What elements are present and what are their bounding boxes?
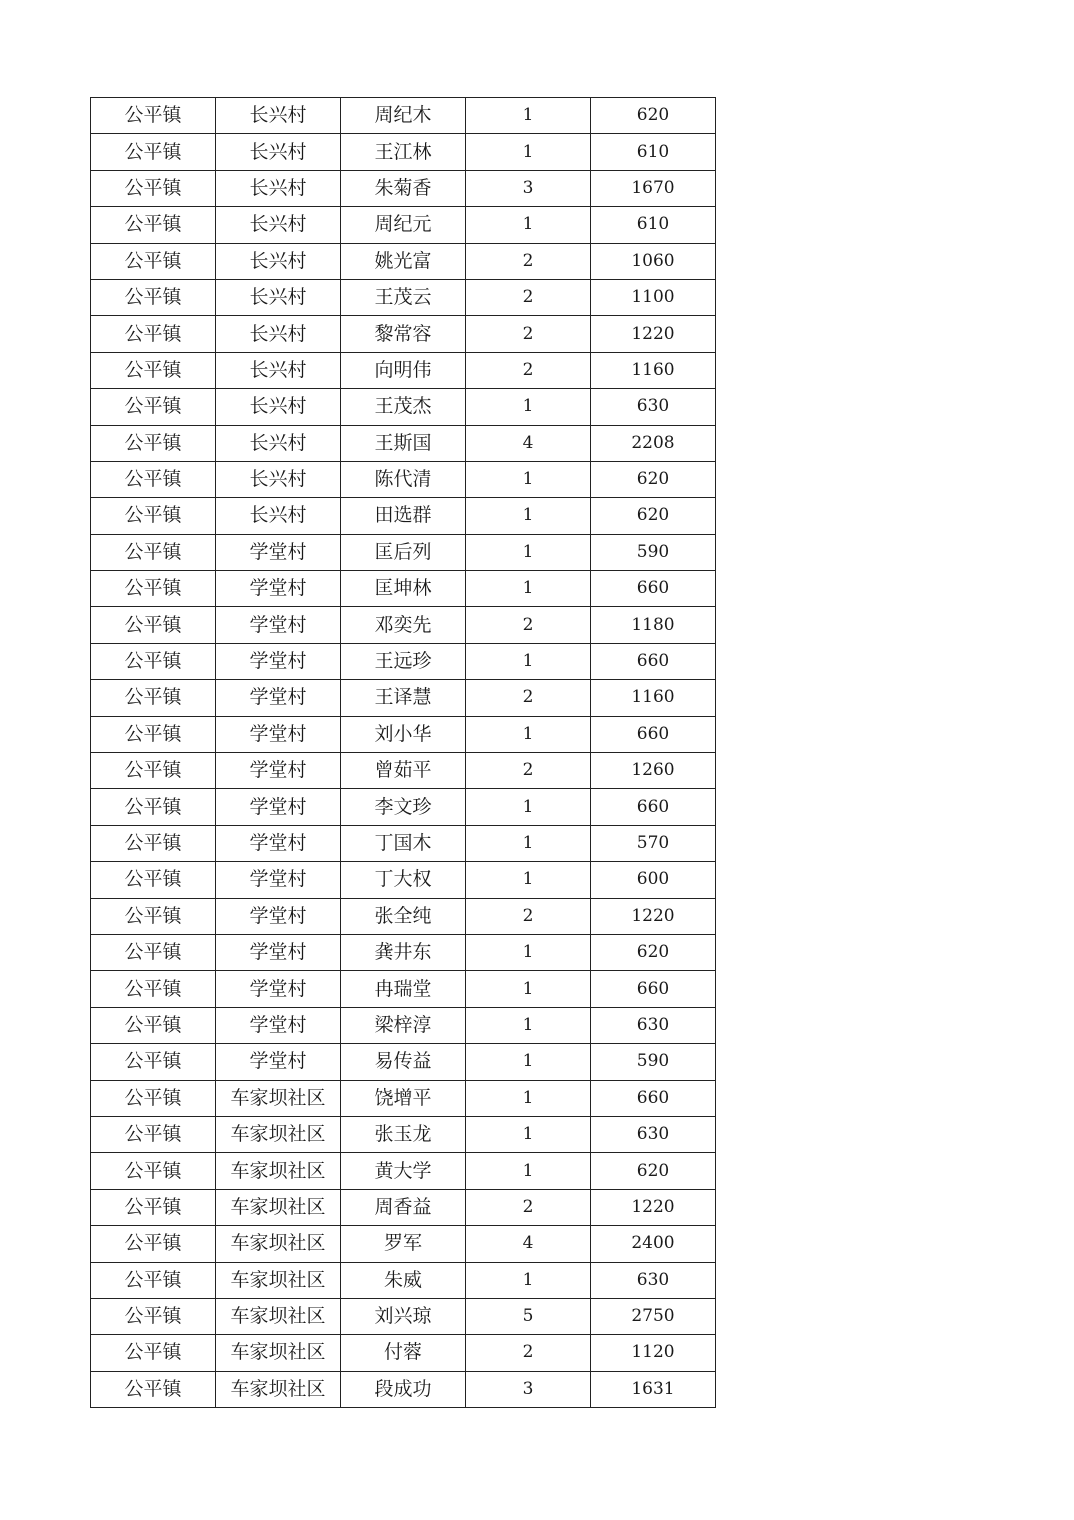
town-cell: 公平镇	[91, 1044, 216, 1080]
town-cell: 公平镇	[91, 971, 216, 1007]
count-cell: 1	[466, 534, 591, 570]
village-cell: 学堂村	[216, 716, 341, 752]
name-cell: 王斯国	[341, 425, 466, 461]
table-row	[91, 716, 716, 752]
village-cell: 长兴村	[216, 316, 341, 352]
table-row	[91, 971, 716, 1007]
table-row	[91, 207, 716, 243]
town-cell: 公平镇	[91, 207, 216, 243]
town-cell: 公平镇	[91, 1262, 216, 1298]
amount-cell: 620	[591, 461, 716, 497]
amount-cell: 620	[591, 1153, 716, 1189]
table-row	[91, 862, 716, 898]
town-cell: 公平镇	[91, 1298, 216, 1334]
table-row	[91, 571, 716, 607]
name-cell: 曾茹平	[341, 753, 466, 789]
count-cell: 1	[466, 1153, 591, 1189]
count-cell: 1	[466, 1262, 591, 1298]
table-row	[91, 680, 716, 716]
table-row	[91, 643, 716, 679]
count-cell: 3	[466, 1371, 591, 1407]
town-cell: 公平镇	[91, 425, 216, 461]
amount-cell: 1220	[591, 898, 716, 934]
table-row	[91, 1335, 716, 1371]
town-cell: 公平镇	[91, 1116, 216, 1152]
count-cell: 1	[466, 716, 591, 752]
data-table	[90, 97, 716, 1408]
table-row	[91, 134, 716, 170]
village-cell: 学堂村	[216, 571, 341, 607]
table-row	[91, 1262, 716, 1298]
amount-cell: 620	[591, 98, 716, 134]
name-cell: 姚光富	[341, 243, 466, 279]
amount-cell: 1260	[591, 753, 716, 789]
table-row	[91, 607, 716, 643]
table-row	[91, 1080, 716, 1116]
name-cell: 龚井东	[341, 934, 466, 970]
town-cell: 公平镇	[91, 1080, 216, 1116]
name-cell: 罗军	[341, 1226, 466, 1262]
name-cell: 丁国木	[341, 825, 466, 861]
table-row	[91, 753, 716, 789]
village-cell: 学堂村	[216, 971, 341, 1007]
village-cell: 学堂村	[216, 607, 341, 643]
name-cell: 匡后列	[341, 534, 466, 570]
table-row	[91, 425, 716, 461]
count-cell: 1	[466, 643, 591, 679]
name-cell: 田选群	[341, 498, 466, 534]
count-cell: 1	[466, 862, 591, 898]
amount-cell: 600	[591, 862, 716, 898]
town-cell: 公平镇	[91, 316, 216, 352]
amount-cell: 590	[591, 1044, 716, 1080]
count-cell: 1	[466, 571, 591, 607]
table-row	[91, 498, 716, 534]
count-cell: 1	[466, 934, 591, 970]
name-cell: 黄大学	[341, 1153, 466, 1189]
name-cell: 李文珍	[341, 789, 466, 825]
amount-cell: 660	[591, 571, 716, 607]
table-row	[91, 1226, 716, 1262]
amount-cell: 1670	[591, 170, 716, 206]
count-cell: 1	[466, 971, 591, 1007]
count-cell: 2	[466, 898, 591, 934]
amount-cell: 660	[591, 643, 716, 679]
village-cell: 车家坝社区	[216, 1226, 341, 1262]
table-row	[91, 1371, 716, 1407]
amount-cell: 630	[591, 1007, 716, 1043]
count-cell: 3	[466, 170, 591, 206]
town-cell: 公平镇	[91, 389, 216, 425]
table-row	[91, 534, 716, 570]
amount-cell: 660	[591, 789, 716, 825]
town-cell: 公平镇	[91, 1189, 216, 1225]
count-cell: 1	[466, 134, 591, 170]
village-cell: 车家坝社区	[216, 1153, 341, 1189]
town-cell: 公平镇	[91, 170, 216, 206]
name-cell: 张玉龙	[341, 1116, 466, 1152]
table-row	[91, 1044, 716, 1080]
count-cell: 2	[466, 352, 591, 388]
table-row	[91, 789, 716, 825]
village-cell: 长兴村	[216, 498, 341, 534]
count-cell: 1	[466, 825, 591, 861]
table-row	[91, 825, 716, 861]
town-cell: 公平镇	[91, 1153, 216, 1189]
name-cell: 易传益	[341, 1044, 466, 1080]
village-cell: 学堂村	[216, 680, 341, 716]
village-cell: 车家坝社区	[216, 1371, 341, 1407]
town-cell: 公平镇	[91, 352, 216, 388]
table-row	[91, 352, 716, 388]
town-cell: 公平镇	[91, 862, 216, 898]
amount-cell: 630	[591, 1116, 716, 1152]
village-cell: 车家坝社区	[216, 1262, 341, 1298]
amount-cell: 630	[591, 389, 716, 425]
name-cell: 王茂云	[341, 279, 466, 315]
town-cell: 公平镇	[91, 1226, 216, 1262]
village-cell: 长兴村	[216, 461, 341, 497]
amount-cell: 620	[591, 934, 716, 970]
town-cell: 公平镇	[91, 279, 216, 315]
amount-cell: 1220	[591, 316, 716, 352]
table-row	[91, 1153, 716, 1189]
name-cell: 段成功	[341, 1371, 466, 1407]
village-cell: 学堂村	[216, 1044, 341, 1080]
name-cell: 丁大权	[341, 862, 466, 898]
amount-cell: 570	[591, 825, 716, 861]
count-cell: 2	[466, 607, 591, 643]
village-cell: 长兴村	[216, 134, 341, 170]
table-row	[91, 1189, 716, 1225]
name-cell: 匡坤林	[341, 571, 466, 607]
table-row	[91, 170, 716, 206]
town-cell: 公平镇	[91, 98, 216, 134]
village-cell: 长兴村	[216, 352, 341, 388]
village-cell: 长兴村	[216, 389, 341, 425]
table-row	[91, 1298, 716, 1334]
count-cell: 2	[466, 1189, 591, 1225]
village-cell: 长兴村	[216, 425, 341, 461]
village-cell: 学堂村	[216, 934, 341, 970]
count-cell: 4	[466, 1226, 591, 1262]
amount-cell: 610	[591, 207, 716, 243]
village-cell: 长兴村	[216, 170, 341, 206]
town-cell: 公平镇	[91, 753, 216, 789]
town-cell: 公平镇	[91, 243, 216, 279]
name-cell: 刘兴琼	[341, 1298, 466, 1334]
count-cell: 1	[466, 1080, 591, 1116]
amount-cell: 630	[591, 1262, 716, 1298]
town-cell: 公平镇	[91, 1371, 216, 1407]
village-cell: 学堂村	[216, 862, 341, 898]
village-cell: 车家坝社区	[216, 1189, 341, 1225]
count-cell: 1	[466, 1044, 591, 1080]
table-row	[91, 461, 716, 497]
count-cell: 4	[466, 425, 591, 461]
name-cell: 王茂杰	[341, 389, 466, 425]
table-row	[91, 1007, 716, 1043]
town-cell: 公平镇	[91, 571, 216, 607]
amount-cell: 610	[591, 134, 716, 170]
name-cell: 陈代清	[341, 461, 466, 497]
name-cell: 周香益	[341, 1189, 466, 1225]
name-cell: 付蓉	[341, 1335, 466, 1371]
amount-cell: 1100	[591, 279, 716, 315]
village-cell: 长兴村	[216, 98, 341, 134]
amount-cell: 1120	[591, 1335, 716, 1371]
town-cell: 公平镇	[91, 534, 216, 570]
village-cell: 长兴村	[216, 279, 341, 315]
amount-cell: 2208	[591, 425, 716, 461]
table-row	[91, 934, 716, 970]
name-cell: 邓奕先	[341, 607, 466, 643]
village-cell: 长兴村	[216, 207, 341, 243]
amount-cell: 590	[591, 534, 716, 570]
count-cell: 1	[466, 789, 591, 825]
count-cell: 1	[466, 1007, 591, 1043]
village-cell: 学堂村	[216, 1007, 341, 1043]
name-cell: 王译慧	[341, 680, 466, 716]
table-row	[91, 98, 716, 134]
table-row	[91, 316, 716, 352]
village-cell: 车家坝社区	[216, 1116, 341, 1152]
town-cell: 公平镇	[91, 134, 216, 170]
village-cell: 学堂村	[216, 825, 341, 861]
town-cell: 公平镇	[91, 716, 216, 752]
village-cell: 学堂村	[216, 789, 341, 825]
name-cell: 黎常容	[341, 316, 466, 352]
name-cell: 朱威	[341, 1262, 466, 1298]
village-cell: 长兴村	[216, 243, 341, 279]
table-row	[91, 1116, 716, 1152]
amount-cell: 660	[591, 716, 716, 752]
amount-cell: 2400	[591, 1226, 716, 1262]
count-cell: 1	[466, 1116, 591, 1152]
count-cell: 2	[466, 243, 591, 279]
amount-cell: 2750	[591, 1298, 716, 1334]
amount-cell: 660	[591, 971, 716, 1007]
name-cell: 冉瑞堂	[341, 971, 466, 1007]
town-cell: 公平镇	[91, 461, 216, 497]
count-cell: 5	[466, 1298, 591, 1334]
table-row	[91, 279, 716, 315]
village-cell: 学堂村	[216, 643, 341, 679]
name-cell: 饶增平	[341, 1080, 466, 1116]
amount-cell: 1160	[591, 680, 716, 716]
name-cell: 梁梓淳	[341, 1007, 466, 1043]
count-cell: 1	[466, 461, 591, 497]
village-cell: 学堂村	[216, 534, 341, 570]
table-row	[91, 389, 716, 425]
name-cell: 周纪木	[341, 98, 466, 134]
amount-cell: 1160	[591, 352, 716, 388]
amount-cell: 660	[591, 1080, 716, 1116]
name-cell: 周纪元	[341, 207, 466, 243]
count-cell: 1	[466, 207, 591, 243]
town-cell: 公平镇	[91, 1007, 216, 1043]
name-cell: 朱菊香	[341, 170, 466, 206]
amount-cell: 1220	[591, 1189, 716, 1225]
name-cell: 张全纯	[341, 898, 466, 934]
amount-cell: 620	[591, 498, 716, 534]
name-cell: 刘小华	[341, 716, 466, 752]
amount-cell: 1631	[591, 1371, 716, 1407]
amount-cell: 1060	[591, 243, 716, 279]
town-cell: 公平镇	[91, 680, 216, 716]
village-cell: 车家坝社区	[216, 1335, 341, 1371]
village-cell: 学堂村	[216, 753, 341, 789]
town-cell: 公平镇	[91, 1335, 216, 1371]
town-cell: 公平镇	[91, 643, 216, 679]
town-cell: 公平镇	[91, 789, 216, 825]
village-cell: 车家坝社区	[216, 1298, 341, 1334]
count-cell: 1	[466, 98, 591, 134]
amount-cell: 1180	[591, 607, 716, 643]
count-cell: 2	[466, 316, 591, 352]
name-cell: 王江林	[341, 134, 466, 170]
town-cell: 公平镇	[91, 825, 216, 861]
town-cell: 公平镇	[91, 898, 216, 934]
village-cell: 车家坝社区	[216, 1080, 341, 1116]
name-cell: 向明伟	[341, 352, 466, 388]
table-row	[91, 898, 716, 934]
count-cell: 2	[466, 753, 591, 789]
town-cell: 公平镇	[91, 498, 216, 534]
count-cell: 2	[466, 279, 591, 315]
village-cell: 学堂村	[216, 898, 341, 934]
count-cell: 2	[466, 680, 591, 716]
town-cell: 公平镇	[91, 934, 216, 970]
table-row	[91, 243, 716, 279]
count-cell: 1	[466, 389, 591, 425]
count-cell: 1	[466, 498, 591, 534]
count-cell: 2	[466, 1335, 591, 1371]
name-cell: 王远珍	[341, 643, 466, 679]
town-cell: 公平镇	[91, 607, 216, 643]
table-body	[91, 98, 716, 1408]
